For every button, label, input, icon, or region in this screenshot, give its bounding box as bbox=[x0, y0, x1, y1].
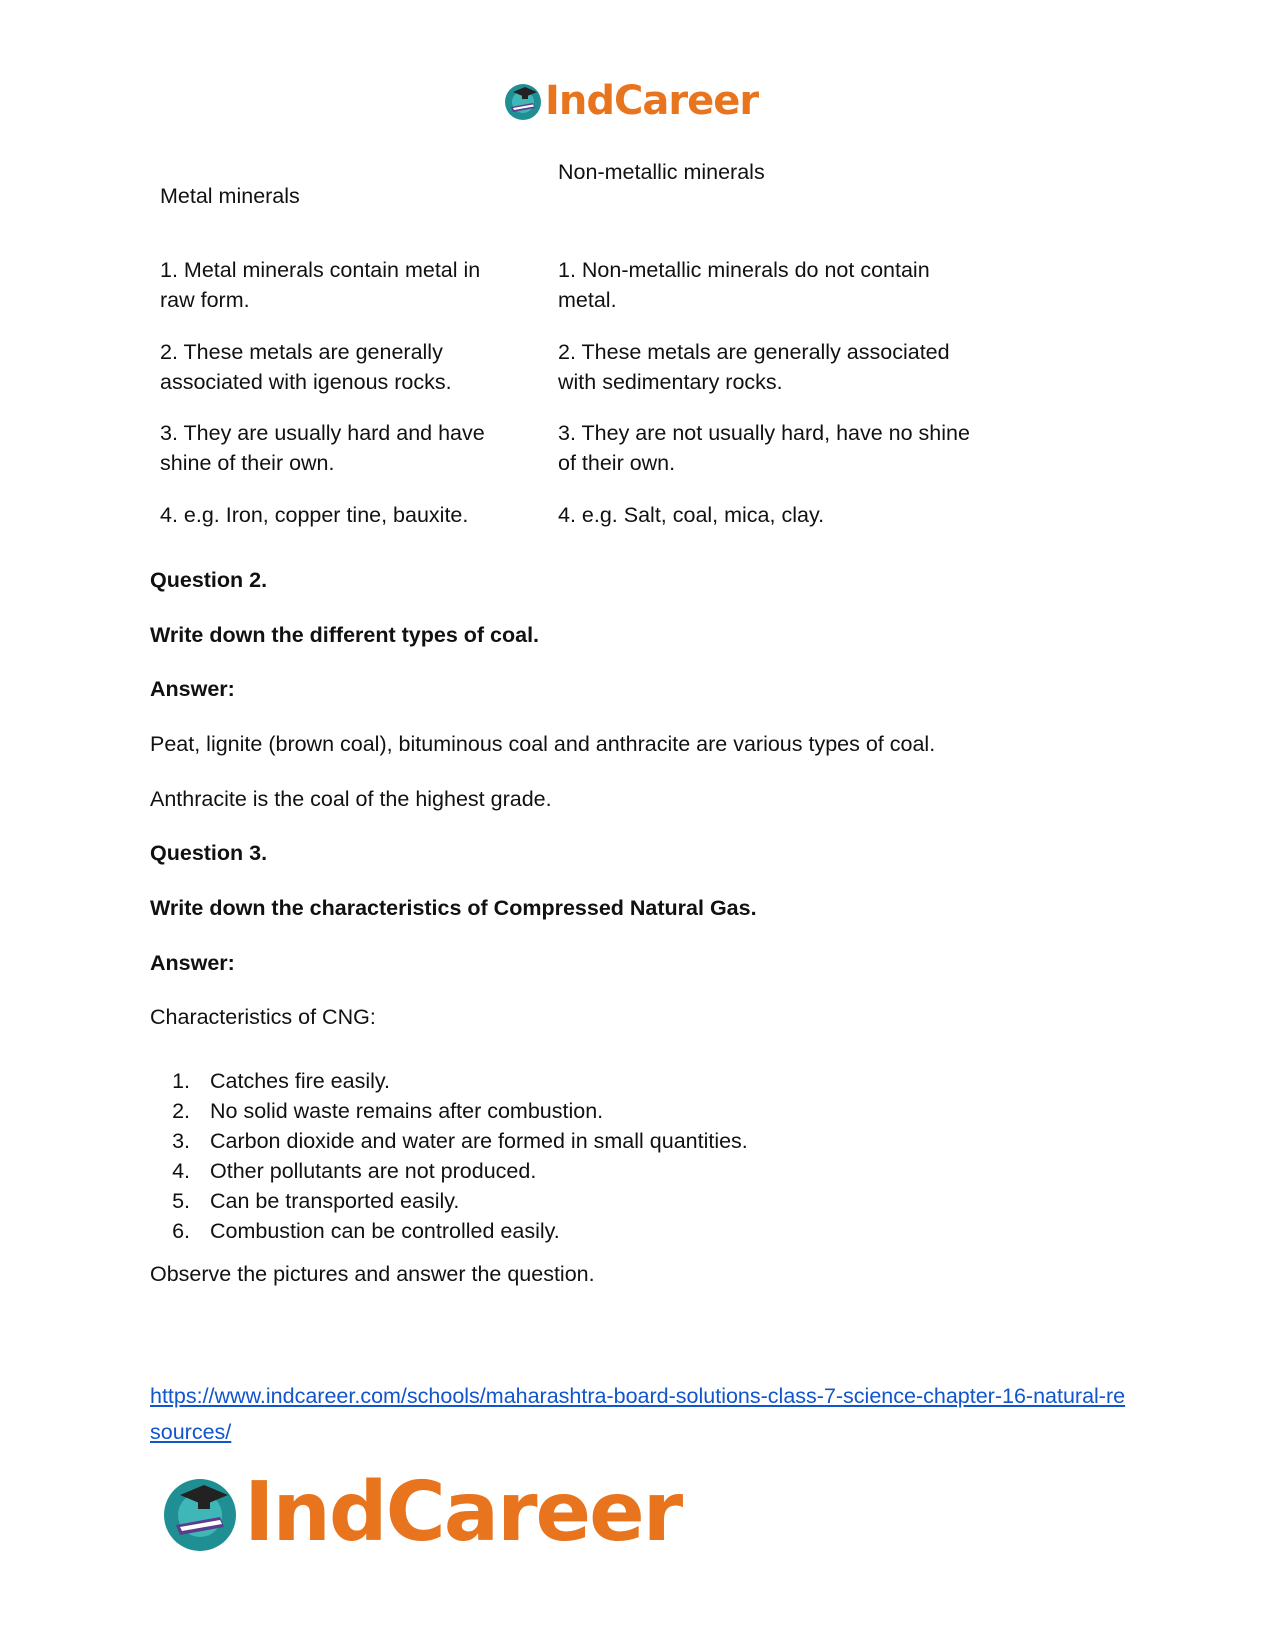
list-item-text: Combustion can be controlled easily. bbox=[210, 1219, 560, 1243]
indcareer-logo-bottom bbox=[160, 1465, 681, 1560]
table-cell: 1. Metal minerals contain metal in raw form. bbox=[160, 258, 481, 312]
globe-book-icon bbox=[160, 1473, 240, 1553]
table-cell: 2. These metals are generally associated with igenous rocks. bbox=[160, 340, 452, 394]
question-3-text: Write down the characteristics of Compressed Natural Gas. bbox=[150, 896, 757, 920]
table-cell: 4. e.g. Iron, copper tine, bauxite. bbox=[160, 503, 469, 527]
list-item bbox=[150, 1066, 748, 1096]
cng-characteristics-list bbox=[150, 1066, 748, 1246]
list-item-number: 3. bbox=[172, 1129, 190, 1153]
list-item bbox=[150, 1126, 748, 1156]
closing-instruction: Observe the pictures and answer the question. bbox=[150, 1262, 595, 1286]
indcareer-logo-top bbox=[503, 78, 758, 124]
question-3-heading: Question 3. bbox=[150, 841, 268, 865]
table-cell: 3. They are usually hard and have shine of their own. bbox=[160, 421, 485, 475]
list-item-number: 5. bbox=[172, 1189, 190, 1213]
question-2-text: Write down the different types of coal. bbox=[150, 623, 540, 647]
list-item-text: Carbon dioxide and water are formed in small quantities. bbox=[210, 1129, 748, 1153]
list-item bbox=[150, 1186, 748, 1216]
list-item bbox=[150, 1096, 748, 1126]
table-cell: 2. These metals are generally associated with sedimentary rocks. bbox=[558, 340, 950, 394]
list-item-text: Can be transported easily. bbox=[210, 1189, 460, 1213]
table-header-non-metal: Non-metallic minerals bbox=[558, 160, 765, 184]
list-item-number: 6. bbox=[172, 1219, 190, 1243]
answer-intro: Characteristics of CNG: bbox=[150, 1005, 376, 1029]
table-header-metal: Metal minerals bbox=[160, 184, 300, 208]
logo-wordmark: IndCareer bbox=[244, 1465, 682, 1560]
list-item bbox=[150, 1216, 748, 1246]
list-item-text: No solid waste remains after combustion. bbox=[210, 1099, 604, 1123]
table-cell: 3. They are not usually hard, have no shine of their own. bbox=[558, 421, 970, 475]
question-2-answer-label: Answer: bbox=[150, 677, 235, 701]
list-item-number: 4. bbox=[172, 1159, 190, 1183]
answer-paragraph: Anthracite is the coal of the highest grade. bbox=[150, 787, 552, 811]
table-cell: 1. Non-metallic minerals do not contain metal. bbox=[558, 258, 930, 312]
list-item-number: 2. bbox=[172, 1099, 190, 1123]
list-item-number: 1. bbox=[172, 1069, 190, 1093]
question-3-answer-label: Answer: bbox=[150, 951, 235, 975]
logo-wordmark: IndCareer bbox=[545, 78, 759, 124]
list-item-text: Catches fire easily. bbox=[210, 1069, 391, 1093]
globe-book-icon bbox=[503, 81, 543, 121]
answer-paragraph: Peat, lignite (brown coal), bituminous coal and anthracite are various types of coal. bbox=[150, 732, 936, 756]
list-item bbox=[150, 1156, 748, 1186]
table-cell: 4. e.g. Salt, coal, mica, clay. bbox=[558, 503, 825, 527]
list-item-text: Other pollutants are not produced. bbox=[210, 1159, 537, 1183]
source-link[interactable]: https://www.indcareer.com/schools/maharashtra-board-solutions-class-7-science-chapter-16-natural-resources/ bbox=[150, 1384, 1126, 1444]
question-2-heading: Question 2. bbox=[150, 568, 268, 592]
